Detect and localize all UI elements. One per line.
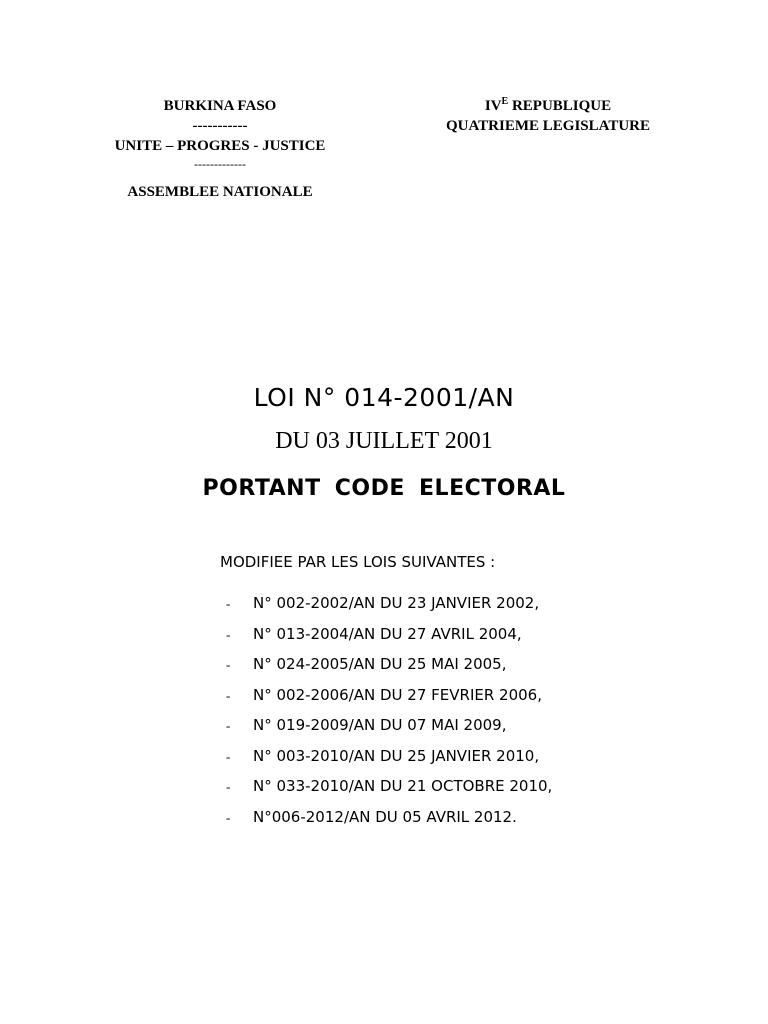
list-item xyxy=(226,710,552,741)
header-right-block xyxy=(388,96,708,136)
law-subject: PORTANT CODE ELECTORAL xyxy=(202,476,566,501)
republic-superscript: E xyxy=(501,96,509,107)
list-item xyxy=(226,771,552,802)
list-item xyxy=(226,588,552,619)
list-item xyxy=(226,619,552,650)
list-bullet: - xyxy=(226,718,231,733)
amendments-heading: MODIFIEE PAR LES LOIS SUIVANTES : xyxy=(220,553,496,571)
list-item xyxy=(226,649,552,680)
list-item xyxy=(226,741,552,772)
separator-line-small: ------------- xyxy=(194,157,246,171)
amendment-text: N° 024-2005/AN DU 25 MAI 2005, xyxy=(253,655,507,673)
amendment-text: N° 019-2009/AN DU 07 MAI 2009, xyxy=(253,716,507,734)
list-bullet: - xyxy=(226,809,231,825)
list-bullet: - xyxy=(226,687,231,703)
republic-label xyxy=(388,96,708,116)
list-item xyxy=(226,802,552,833)
list-item xyxy=(226,680,552,711)
list-bullet: - xyxy=(226,779,231,794)
list-bullet: - xyxy=(226,596,231,611)
amendment-text: N° 003-2010/AN DU 25 JANVIER 2010, xyxy=(253,746,540,765)
national-motto: UNITE – PROGRES - JUSTICE xyxy=(114,138,326,154)
list-bullet: - xyxy=(226,657,231,672)
list-bullet: - xyxy=(226,748,231,764)
law-title: LOI N° 014-2001/AN xyxy=(253,383,515,412)
spacer xyxy=(60,172,380,182)
list-bullet: - xyxy=(226,626,231,642)
legislature-label: QUATRIEME LEGISLATURE xyxy=(445,118,651,134)
republic-prefix: IV xyxy=(484,98,502,114)
assembly-name: ASSEMBLEE NATIONALE xyxy=(127,184,313,200)
separator-line: ----------- xyxy=(192,118,248,134)
amendment-text: N° 002-2002/AN DU 23 JANVIER 2002, xyxy=(253,594,540,612)
amendment-text: N° 033-2010/AN DU 21 OCTOBRE 2010, xyxy=(253,777,553,795)
header-left-block xyxy=(60,96,380,202)
amendment-text: N°006-2012/AN DU 05 AVRIL 2012. xyxy=(253,807,517,826)
law-date: DU 03 JUILLET 2001 xyxy=(275,428,493,454)
amendments-list xyxy=(226,588,552,832)
amendment-text: N° 013-2004/AN DU 27 AVRIL 2004, xyxy=(253,624,522,643)
republic-suffix: REPUBLIQUE xyxy=(508,98,612,114)
country-name: BURKINA FASO xyxy=(163,98,277,114)
amendment-text: N° 002-2006/AN DU 27 FEVRIER 2006, xyxy=(253,685,542,704)
